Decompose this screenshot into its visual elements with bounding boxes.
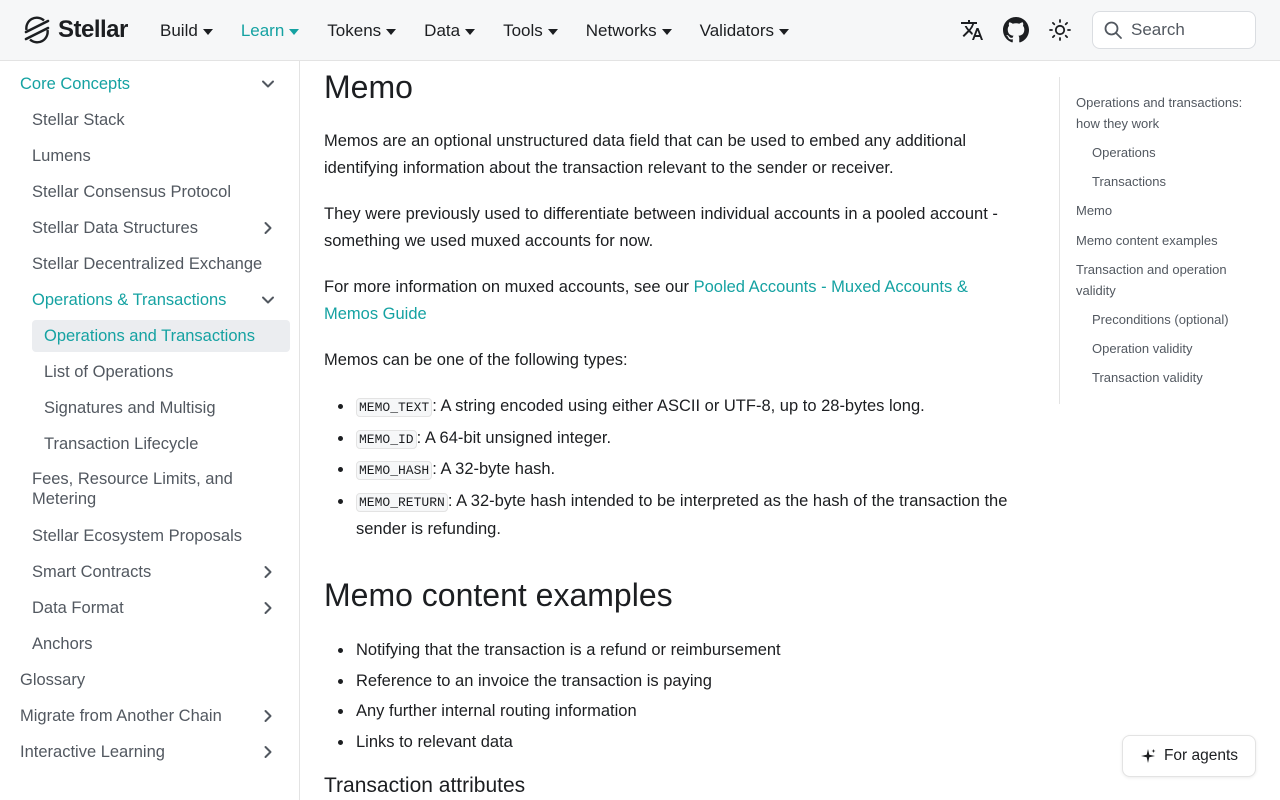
sidebar-item-label: Migrate from Another Chain [20, 707, 222, 725]
sidebar-item-stellar-decentralized-exchange[interactable] [0, 253, 300, 275]
memo-history-paragraph: They were previously used to differentiate between individual accounts in a pooled account - something we used muxed accounts for now. [324, 205, 998, 250]
sidebar-item-label: Interactive Learning [20, 743, 165, 761]
chevron-right-icon[interactable] [258, 218, 278, 238]
nav-networks[interactable] [586, 21, 672, 41]
search-box[interactable] [1092, 11, 1256, 49]
github-link[interactable] [1000, 14, 1032, 46]
brand-name: Stellar [58, 16, 128, 43]
sidebar-item-operations-transactions[interactable] [0, 289, 300, 311]
sidebar-item-label: Operations and Transactions [44, 327, 255, 345]
toc-item-memo-content-examples[interactable]: Memo content examples [1076, 233, 1218, 248]
memo-types-list [324, 393, 1014, 546]
muxed-info-paragraph [324, 274, 1004, 327]
sidebar-item-label: List of Operations [44, 363, 174, 381]
nav-data[interactable] [424, 21, 475, 41]
navbar-actions [956, 11, 1256, 49]
sidebar-item-ecosystem-proposals[interactable] [0, 525, 300, 547]
memo-content-examples-heading: Memo content examples [324, 577, 673, 613]
sidebar-item-label: Smart Contracts [32, 563, 152, 581]
translate-icon [960, 18, 984, 42]
nav-tokens[interactable] [327, 21, 396, 41]
caret-down-icon [289, 29, 299, 35]
sidebar-item-label-line1: Fees, Resource Limits, and [32, 470, 233, 488]
caret-down-icon [779, 29, 789, 35]
for-agents-button[interactable] [1122, 735, 1256, 777]
memo-type-description: : A 32-byte hash intended to be interpreted as the hash of the transaction the sender is refunding. [356, 491, 1008, 538]
sidebar-item-stellar-data-structures[interactable] [0, 217, 300, 239]
list-item: Reference to an invoice the transaction is paying [324, 668, 1014, 695]
sidebar-item-lumens[interactable] [0, 145, 300, 167]
sidebar-item-label [32, 469, 233, 509]
memo-examples-list [324, 637, 1014, 759]
chevron-down-icon[interactable] [258, 74, 278, 94]
for-agents-label: For agents [1163, 747, 1239, 764]
top-navbar [0, 0, 1280, 61]
sidebar-item-label: Transaction Lifecycle [44, 435, 199, 453]
list-item [324, 393, 1014, 421]
sidebar-item-label: Core Concepts [20, 75, 131, 93]
memo-type-description: : A 32-byte hash. [432, 460, 556, 478]
nav-networks-label: Networks [585, 20, 657, 40]
sidebar-item-transaction-lifecycle[interactable] [0, 433, 300, 455]
nav-tokens-label: Tokens [327, 20, 382, 40]
muxed-info-text: For more information on muxed accounts, see our [324, 278, 694, 296]
toc-item-preconditions[interactable]: Preconditions (optional) [1092, 312, 1229, 327]
nav-data-label: Data [424, 20, 461, 40]
sun-icon [1048, 18, 1072, 42]
sidebar-item-core-concepts[interactable] [0, 73, 300, 95]
language-button[interactable] [956, 14, 988, 46]
sidebar-item-label: Stellar Stack [32, 111, 125, 129]
main-nav [160, 0, 817, 61]
search-input[interactable] [1131, 20, 1251, 40]
caret-down-icon [386, 29, 396, 35]
github-icon [1003, 17, 1029, 43]
toc-item-transaction-operation-validity[interactable]: Transaction and operation validity [1076, 262, 1227, 298]
list-item: Links to relevant data [324, 729, 1014, 756]
nav-validators-label: Validators [699, 20, 774, 40]
sidebar-item-data-format[interactable] [0, 597, 300, 619]
chevron-down-icon[interactable] [258, 290, 278, 310]
nav-learn-label: Learn [240, 20, 285, 40]
toc-item-operations[interactable]: Operations [1092, 145, 1156, 160]
toc-item-transactions[interactable]: Transactions [1092, 174, 1166, 189]
sidebar-item-label: Stellar Decentralized Exchange [32, 255, 263, 273]
memo-intro-paragraph: Memos are an optional unstructured data field that can be used to embed any additional identifying information about the transaction relevant to the sender or receiver. [324, 132, 967, 177]
memo-type-code: MEMO_TEXT [356, 398, 432, 417]
sparkle-icon [1140, 748, 1156, 764]
sidebar-item-smart-contracts[interactable] [0, 561, 300, 583]
sidebar-item-fees-resource-limits[interactable] [0, 469, 300, 511]
caret-down-icon [548, 29, 558, 35]
chevron-right-icon[interactable] [258, 562, 278, 582]
table-of-contents [1059, 77, 1259, 404]
sidebar-item-label: Signatures and Multisig [44, 399, 216, 417]
memo-type-description: : A 64-bit unsigned integer. [416, 428, 612, 447]
nav-build-label: Build [160, 20, 198, 40]
toc-item-operations-transactions-how[interactable]: Operations and transactions: how they work [1076, 95, 1243, 131]
sidebar-item-label: Glossary [20, 671, 86, 689]
sidebar-item-label: Operations & Transactions [32, 291, 227, 309]
nav-build[interactable] [160, 21, 213, 41]
theme-toggle[interactable] [1044, 14, 1076, 46]
list-item: Notifying that the transaction is a refund or reimbursement [324, 637, 1014, 664]
list-item [324, 456, 1014, 484]
toc-item-memo[interactable]: Memo [1076, 203, 1113, 218]
memo-type-code: MEMO_ID [356, 430, 417, 449]
sidebar-item-operations-and-transactions[interactable] [0, 325, 300, 347]
pooled-accounts-guide-link[interactable]: Pooled Accounts - Muxed Accounts & Memos Guide [324, 278, 968, 323]
memo-types-intro: Memos can be one of the following types: [324, 351, 628, 369]
toc-item-transaction-validity[interactable]: Transaction validity [1092, 370, 1203, 385]
list-item [324, 488, 1014, 543]
sidebar-item-label: Stellar Data Structures [32, 219, 198, 237]
nav-validators[interactable] [700, 21, 789, 41]
sidebar-item-glossary[interactable] [0, 669, 300, 691]
stellar-logo-icon [22, 16, 52, 44]
caret-down-icon [203, 29, 213, 35]
toc-item-operation-validity[interactable]: Operation validity [1092, 341, 1193, 356]
chevron-right-icon[interactable] [258, 598, 278, 618]
sidebar-item-label: Stellar Ecosystem Proposals [32, 527, 242, 545]
memo-type-code: MEMO_HASH [356, 461, 432, 480]
sidebar-item-list-of-operations[interactable] [0, 361, 300, 383]
sidebar-item-stellar-stack[interactable] [0, 109, 300, 131]
nav-tools[interactable] [503, 21, 558, 41]
sidebar-item-label: Stellar Consensus Protocol [32, 183, 232, 201]
list-item: Any further internal routing information [324, 698, 1014, 725]
docs-sidebar [0, 61, 300, 800]
sidebar-item-label: Anchors [32, 635, 93, 653]
search-icon [1103, 20, 1123, 40]
sidebar-item-label-line2: Metering [32, 490, 97, 508]
chevron-right-icon[interactable] [258, 706, 278, 726]
sidebar-item-signatures-multisig[interactable] [0, 397, 300, 419]
stellar-logo[interactable] [22, 16, 128, 44]
sidebar-item-migrate[interactable] [0, 705, 300, 727]
nav-tools-label: Tools [503, 20, 543, 40]
caret-down-icon [465, 29, 475, 35]
sidebar-item-label: Data Format [32, 599, 124, 617]
memo-type-code: MEMO_RETURN [356, 493, 448, 512]
page-title: Memo [324, 69, 413, 105]
nav-learn[interactable] [241, 21, 299, 41]
transaction-attributes-heading: Transaction attributes [324, 774, 526, 797]
sidebar-item-anchors[interactable] [0, 633, 300, 655]
sidebar-item-label: Lumens [32, 147, 91, 165]
chevron-right-icon[interactable] [258, 742, 278, 762]
caret-down-icon [662, 29, 672, 35]
list-item [324, 425, 1014, 453]
sidebar-item-stellar-consensus-protocol[interactable] [0, 181, 300, 203]
memo-type-description: : A string encoded using either ASCII or UTF-8, up to 28-bytes long. [432, 397, 925, 415]
sidebar-item-interactive-learning[interactable] [0, 741, 300, 763]
